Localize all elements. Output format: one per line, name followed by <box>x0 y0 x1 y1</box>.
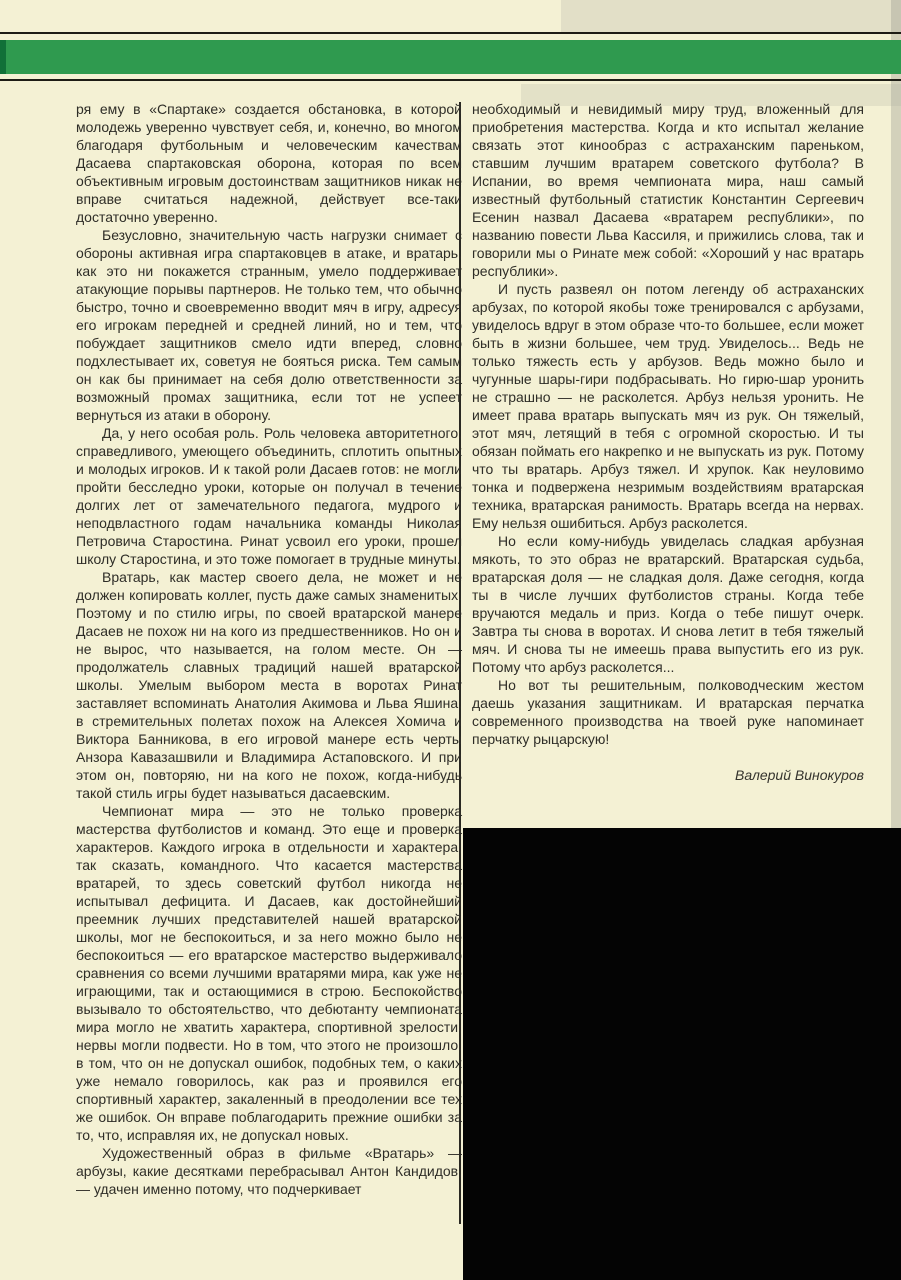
scan-edge-artifact <box>891 0 901 830</box>
paragraph: Безусловно, значительную часть нагрузки снимает с обороны активная игра спартаковцев в атаке, и вратарь, как это ни покажется странным, умело поддерживает атакующие порывы партнеров. Не только тем, что обычно быстро, точно и своевременно вводит мяч в игру, адресуя его игрокам передней и средней линий, но и тем, что побуждает защитников смело идти вперед, словно подхлестывает их, советуя не бояться риска. Тем самым он как бы принимает на себя долю ответственности за возможный промах защитника, если тот не успеет вернуться из атаки в оборону. <box>76 227 462 423</box>
paragraph: Но вот ты решительным, полководческим жестом даешь указания защитникам. И вратарская перчатка современного производства на твоей руке напоминает перчатку рыцарскую! <box>472 677 864 747</box>
paragraph: Да, у него особая роль. Роль человека авторитетного, справедливого, умеющего объединить, сплотить опытных и молодых игроков. И к такой роли Дасаев готов: не могли пройти бесследно уроки, которые он получал в течение долгих лет от замечательного педагога, мудрого и неподвластного годам начальника команды Николая Петровича Старостина. Ринат усвоил его уроки, прошел школу Старостина, и это тоже помогает в трудные минуты. <box>76 425 462 567</box>
paragraph: Но если кому-нибудь увиделась сладкая арбузная мякоть, то это образ не вратарский. Вратарская судьба, вратарская доля — не сладкая доля. Даже сегодня, когда ты в числе лучших футболистов страны. Когда тебе вручаются медаль и приз. Когда о тебе пишут очерк. Завтра ты снова в воротах. И снова летит в тебя тяжелый мяч. И снова ты не имеешь права выпустить его из рук. Потому что арбуз расколется... <box>472 533 864 675</box>
green-band-accent <box>0 40 6 74</box>
author-signature: Валерий Винокуров <box>734 767 864 783</box>
header-rule-bottom <box>0 79 901 81</box>
right-column <box>472 100 864 784</box>
green-band <box>0 40 901 74</box>
paragraph: Чемпионат мира — это не только проверка мастерства футболистов и команд. Это еще и проверка характеров. Каждого игрока в отдельности и характера, так сказать, командного. Что касается мастерства вратарей, то здесь советский футбол никогда не испытывал дефицита. И Дасаев, как достойнейший преемник лучших представителей нашей вратарской школы, мог не беспокоиться, и за него можно было не беспокоиться — его вратарское мастерство выдерживало сравнения со всеми лучшими вратарями мира, как уже не играющими, так и остающимися в строю. Беспокойство вызывало то обстоятельство, что дебютанту чемпионата мира могло не хватить характера, спортивной зрелости, нервы могли подвести. Но в том, что этого не произошло, в том, что он не допускал ошибок, подобных тем, о каких уже немало говорилось, как раз и проявился его спортивный характер, закаленный в преодолении все тех же ошибок. Он вправе поблагодарить прежние ошибки за то, что, исправляя их, не допускал новых. <box>76 803 462 1143</box>
paragraph: И пусть развеял он потом легенду об астраханских арбузах, по которой якобы тоже тренировался с арбузами, увиделось вдруг в этом образе что-то большее, если может быть в жизни большее, чем труд. Увиделось... Ведь не только тяжесть есть у арбузов. Ведь можно было и чугунные шары-гири подбрасывать. Но гирю-шар уронить не страшно — не расколется. Арбуз нельзя уронить. Не имеет права вратарь выпускать мяч из рук. Он тяжелый, этот мяч, летящий в тебя с огромной скоростью. И ты обязан поймать его накрепко и не выпускать из рук. Потому что ты вратарь. Арбуз тяжел. И хрупок. Как неуловимо тонка и подвержена незримым воздействиям вратарская техника, вратарская ранимость. Вратарь всегда на нервах. Ему нельзя ошибиться. Арбуз расколется. <box>472 281 864 531</box>
paragraph: Вратарь, как мастер своего дела, не может и не должен копировать коллег, пусть даже самых знаменитых. Поэтому и по стилю игры, по своей вратарской манере Дасаев не похож ни на кого из предшественников. Но он и не вырос, что называется, на голом месте. Он — продолжатель славных традиций нашей вратарской школы. Умелым выбором места в воротах Ринат заставляет вспоминать Анатолия Акимова и Льва Яшина, в стремительных полетах похож на Алексея Хомича и Виктора Банникова, в его игровой манере есть черты Анзора Кавазашвили и Владимира Астаповского. И при этом он, повторяю, ни на кого не похож, когда-нибудь такой стиль игры будет называться дасаевским. <box>76 569 462 801</box>
scan-shade-artifact <box>561 0 901 32</box>
left-column <box>76 100 462 1198</box>
paragraph: ря ему в «Спартаке» создается обстановка, в которой молодежь уверенно чувствует себя, и, конечно, во многом благодаря футбольным и человеческим качествам Дасаева спартаковская оборона, которая по всем объективным игровым достоинствам защитников никак не вправе считаться надежной, действует все-таки достаточно уверенно. <box>76 101 462 225</box>
photo-placeholder <box>463 828 901 1280</box>
paragraph: необходимый и невидимый миру труд, вложенный для приобретения мастерства. Когда и кто испытал желание связать этот кинообраз с астраханским пареньком, ставшим лучшим вратарем советского футбола? В Испании, во время чемпионата мира, наш самый известный футбольный статистик Константин Сергеевич Есенин назвал Дасаева «вратарем республики», по названию повести Льва Кассиля, и прижились слова, так и говорили мы о Ринате меж собой: «Хороший у нас вратарь республики». <box>472 101 864 279</box>
header-rule-top <box>0 32 901 34</box>
paragraph: Художественный образ в фильме «Вратарь» — арбузы, какие десятками перебрасывал Антон Кандидов,— удачен именно потому, что подчеркивает <box>76 1145 462 1197</box>
